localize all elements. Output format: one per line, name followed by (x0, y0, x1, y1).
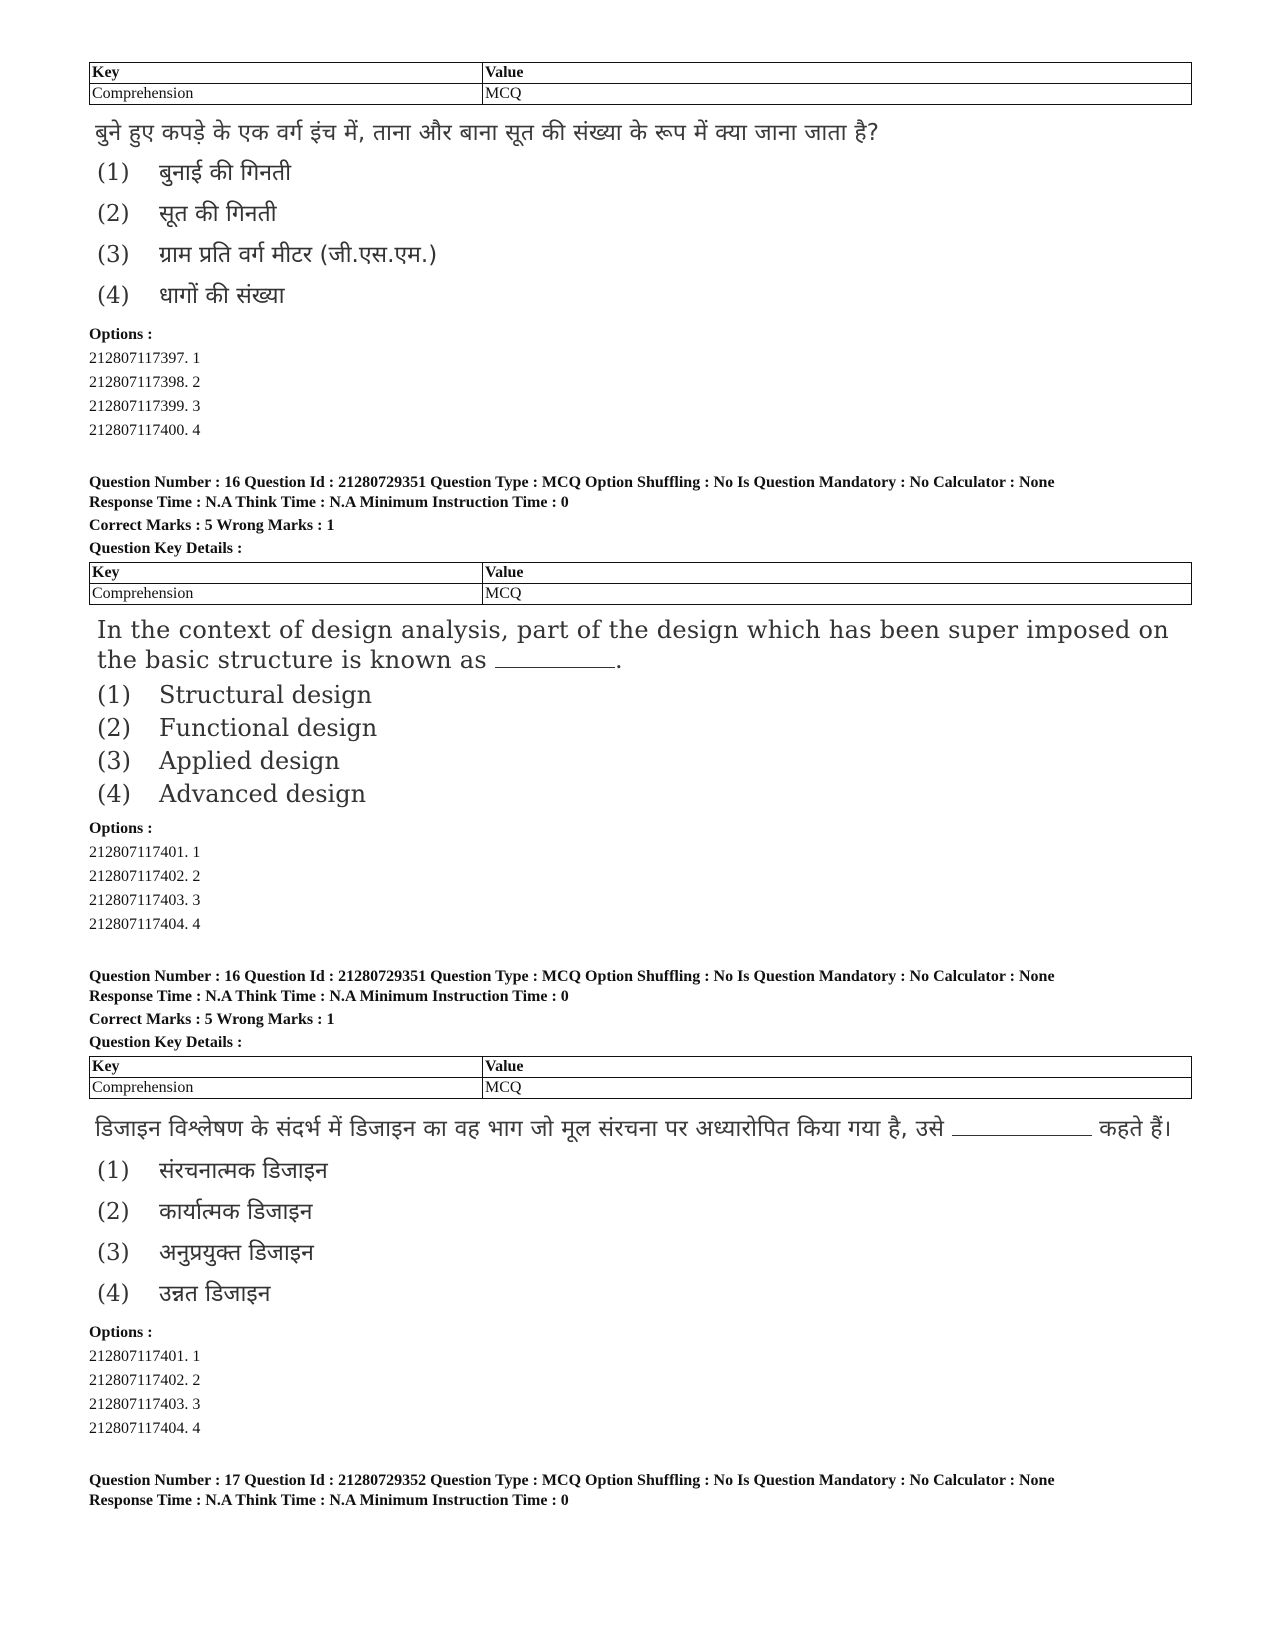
question-block-4 (89, 1471, 1189, 1511)
marks-line: Correct Marks : 5 Wrong Marks : 1 (89, 517, 335, 534)
choice-item (97, 745, 1189, 778)
options-label: Options : (89, 326, 153, 343)
option-id: 212807117401. 1 (89, 844, 201, 861)
table-header-row (90, 1057, 1192, 1078)
choice-number: (4) (97, 283, 130, 309)
key-value-table (89, 1056, 1192, 1099)
choice-number: (1) (97, 681, 131, 709)
table-header-key: Key (90, 63, 483, 84)
choice-text: ग्राम प्रति वर्ग मीटर (जी.एस.एम.) (159, 242, 438, 268)
choice-number: (2) (97, 201, 130, 227)
table-row (90, 584, 1192, 605)
question-text-part: कहते हैं। (1099, 1116, 1172, 1142)
choice-text: Structural design (159, 681, 373, 709)
choice-text: Functional design (159, 714, 378, 742)
table-header-key: Key (90, 563, 483, 584)
option-id: 212807117402. 2 (89, 1372, 201, 1389)
document-page (89, 62, 1189, 1511)
choice-item (97, 276, 1189, 317)
options-label: Options : (89, 820, 153, 837)
option-id: 212807117398. 2 (89, 374, 201, 391)
table-header-value: Value (483, 1057, 1192, 1078)
choice-item (97, 1233, 1189, 1274)
choice-text: सूत की गिनती (159, 201, 277, 227)
table-cell-key: Comprehension (90, 1078, 483, 1099)
question-meta-line: Question Number : 16 Question Id : 21280729351 Question Type : MCQ Option Shuffling : No Is Question Mandatory : No Calculator : None (89, 474, 1055, 491)
table-header-value: Value (483, 63, 1192, 84)
question-block-2 (89, 473, 1189, 937)
option-id: 212807117403. 3 (89, 892, 201, 909)
choice-text: संरचनात्मक डिजाइन (159, 1158, 328, 1184)
key-value-table (89, 562, 1192, 605)
choice-text: Applied design (159, 747, 340, 775)
choice-number: (1) (97, 1158, 130, 1184)
options-label: Options : (89, 1324, 153, 1341)
choice-number: (1) (97, 160, 130, 186)
table-header-row (90, 563, 1192, 584)
answer-blank (952, 1117, 1092, 1136)
table-cell-value: MCQ (483, 1078, 1192, 1099)
question-text-end: . (614, 646, 623, 674)
table-row (90, 1078, 1192, 1099)
option-id: 212807117401. 1 (89, 1348, 201, 1365)
choice-item (97, 1151, 1189, 1192)
table-header-key: Key (90, 1057, 483, 1078)
table-header-row (90, 63, 1192, 84)
choice-number: (3) (97, 1240, 130, 1266)
key-details-heading: Question Key Details : (89, 1034, 243, 1051)
answer-blank (495, 649, 615, 668)
option-id: 212807117403. 3 (89, 1396, 201, 1413)
choice-item (97, 1274, 1189, 1315)
choice-item (97, 1192, 1189, 1233)
option-id: 212807117404. 4 (89, 1420, 201, 1437)
table-cell-value: MCQ (483, 84, 1192, 105)
table-cell-key: Comprehension (90, 84, 483, 105)
table-cell-key: Comprehension (90, 584, 483, 605)
choice-text: अनुप्रयुक्त डिजाइन (159, 1240, 314, 1266)
option-id: 212807117400. 4 (89, 422, 201, 439)
option-id: 212807117402. 2 (89, 868, 201, 885)
question-block-1 (89, 62, 1189, 443)
table-row (90, 84, 1192, 105)
question-meta-line: Question Number : 16 Question Id : 21280729351 Question Type : MCQ Option Shuffling : No Is Question Mandatory : No Calculator : None (89, 968, 1055, 985)
option-id: 212807117399. 3 (89, 398, 201, 415)
choice-text: बुनाई की गिनती (159, 160, 292, 186)
choice-number: (4) (97, 780, 131, 808)
key-details-heading: Question Key Details : (89, 540, 243, 557)
option-id: 212807117404. 4 (89, 916, 201, 933)
choice-number: (3) (97, 747, 131, 775)
choice-text: धागों की संख्या (159, 283, 285, 309)
choice-item (97, 679, 1189, 712)
question-text-part: In the context of design analysis, part of the design which has been super imposed on the basic structure is known as (97, 616, 1170, 674)
question-text-part: डिजाइन विश्लेषण के संदर्भ में डिजाइन का वह भाग जो मूल संरचना पर अध्यारोपित किया गया है, उसे (95, 1116, 945, 1142)
choice-text: कार्यात्मक डिजाइन (159, 1199, 313, 1225)
table-header-value: Value (483, 563, 1192, 584)
choice-text: Advanced design (159, 780, 367, 808)
choice-number: (2) (97, 714, 131, 742)
question-meta-line: Response Time : N.A Think Time : N.A Minimum Instruction Time : 0 (89, 1492, 569, 1509)
choice-item (97, 235, 1189, 276)
question-meta-line: Question Number : 17 Question Id : 21280729352 Question Type : MCQ Option Shuffling : No Is Question Mandatory : No Calculator : None (89, 1472, 1055, 1489)
choice-item (97, 712, 1189, 745)
question-text (95, 1111, 1189, 1147)
question-meta-line: Response Time : N.A Think Time : N.A Minimum Instruction Time : 0 (89, 988, 569, 1005)
question-text: बुने हुए कपड़े के एक वर्ग इंच में, ताना और बाना सूत की संख्या के रूप में क्या जाना जाता है? (95, 120, 880, 146)
choice-number: (2) (97, 1199, 130, 1225)
option-id: 212807117397. 1 (89, 350, 201, 367)
table-cell-value: MCQ (483, 584, 1192, 605)
choice-item (97, 778, 1189, 811)
choice-number: (4) (97, 1281, 130, 1307)
choice-text: उन्नत डिजाइन (159, 1281, 271, 1307)
question-text (97, 615, 1189, 675)
question-meta-line: Response Time : N.A Think Time : N.A Minimum Instruction Time : 0 (89, 494, 569, 511)
choice-item (97, 153, 1189, 194)
choice-item (97, 194, 1189, 235)
choice-number: (3) (97, 242, 130, 268)
marks-line: Correct Marks : 5 Wrong Marks : 1 (89, 1011, 335, 1028)
question-block-3 (89, 967, 1189, 1441)
key-value-table (89, 62, 1192, 105)
